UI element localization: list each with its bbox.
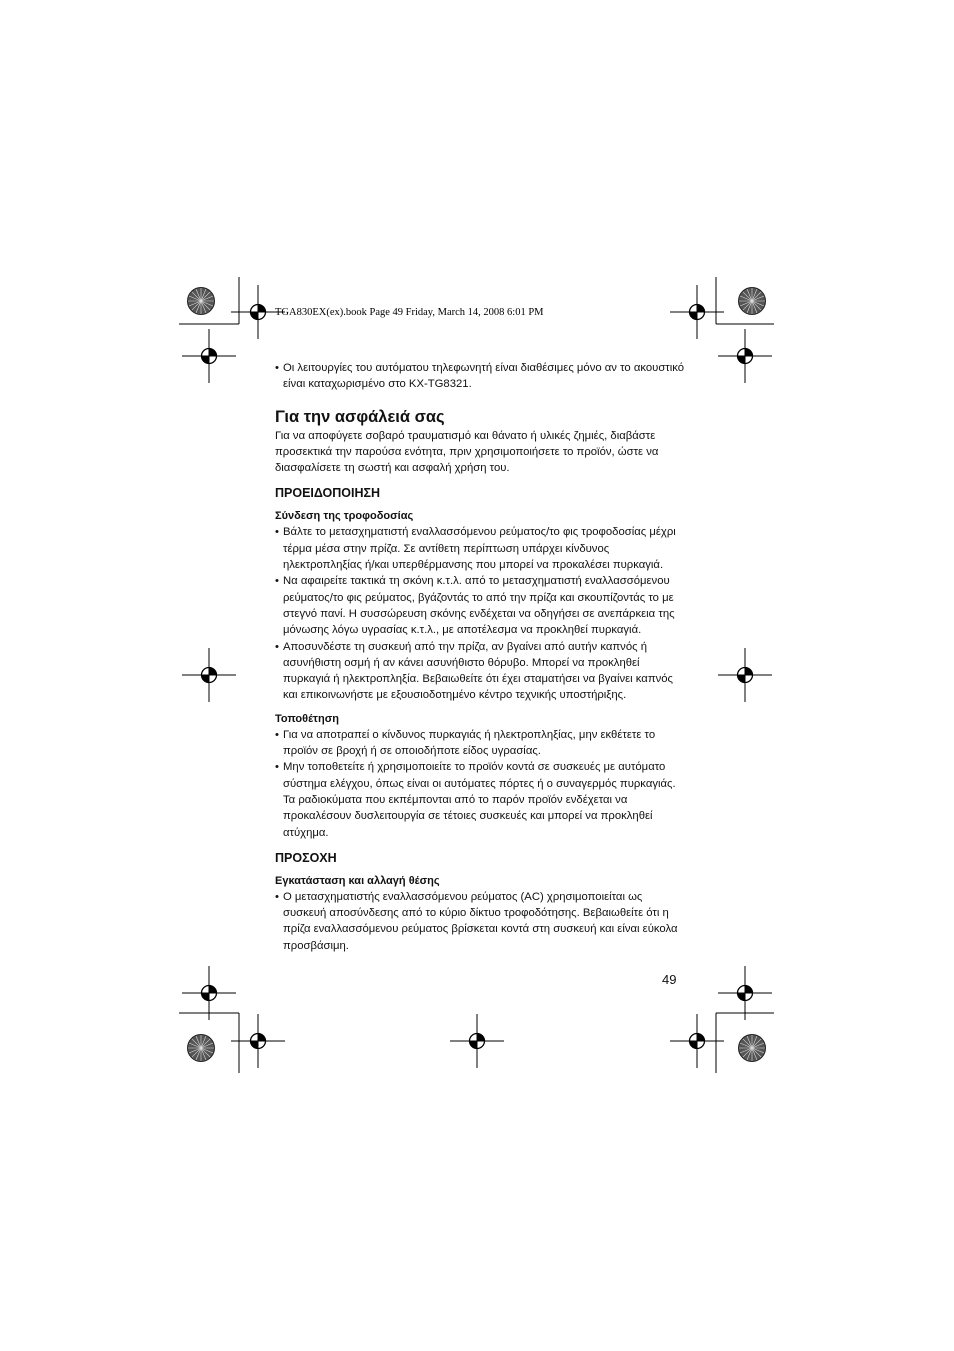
bullet-mark: • xyxy=(275,640,279,653)
bullet-mark: • xyxy=(275,526,279,539)
list-item xyxy=(275,759,687,840)
caution-heading: ΠΡΟΣΟΧΗ xyxy=(275,850,337,865)
bullet-mark: • xyxy=(275,575,279,588)
list-item-text: Βάλτε το μετασχηματιστή εναλλασσόμενου ρεύματος/το φις τροφοδοσίας μέχρι τέρμα μέσα στην πρίζα. Σε αντίθετη περίπτωση υπάρχει κίνδυνος ηλεκτροπληξίας ή/και υπερθέρμανσης που μπορεί να προκαλέσει πυρκαγιά. xyxy=(283,526,676,572)
intro-note xyxy=(275,360,687,393)
registration-target-icon xyxy=(718,966,772,1020)
starburst-mark-icon xyxy=(188,1035,215,1062)
main-content xyxy=(275,360,687,954)
registration-target-icon xyxy=(182,966,236,1020)
bullet-mark: • xyxy=(275,761,279,774)
list-item xyxy=(275,889,687,954)
registration-target-icon xyxy=(718,329,772,383)
placement-subheading: Τοποθέτηση xyxy=(275,712,339,725)
bullet-mark: • xyxy=(275,362,279,374)
list-item-text: Αποσυνδέστε τη συσκευή από την πρίζα, αν βγαίνει από αυτήν καπνός ή ασυνήθιστη οσμή ή αν κάνει ασυνήθιστο θόρυβο. Μπορεί να προκληθεί πυρκαγιά ή ηλεκτροπληξία. Βεβαιωθείτε ότι έχει σταματήσει να βγαίνει καπνός και επικοινωνήστε με εξουσιοδοτημένο κέντρο τεχνικής υποστήριξης. xyxy=(283,640,673,702)
power-subheading: Σύνδεση της τροφοδοσίας xyxy=(275,510,414,523)
list-item xyxy=(275,524,687,573)
intro-note-text: Οι λειτουργίες του αυτόματου τηλεφωνητή είναι διαθέσιμες μόνο αν το ακουστικό είναι καταχωρισμένο στο KX-TG8321. xyxy=(283,362,685,391)
file-info-header: TGA830EX(ex).book Page 49 Friday, March 14, 2008 6:01 PM xyxy=(275,307,544,318)
list-item-text: Να αφαιρείτε τακτικά τη σκόνη κ.τ.λ. από το μετασχηματιστή εναλλασσόμενου ρεύματος/το φις ρεύματος, βγάζοντάς το από την πρίζα και σκουπίζοντάς το με στεγνό πανί. Η συσσώρευση σκόνης ενδέχεται να οδηγήσει σε ανεπάρκεια της μόνωσης λόγω υγρασίας κ.τ.λ., με αποτέλεσμα να προκληθεί πυρκαγιά. xyxy=(283,575,675,637)
starburst-mark-icon xyxy=(739,1035,766,1062)
bullet-mark: • xyxy=(275,728,279,741)
registration-target-icon xyxy=(182,648,236,702)
list-item xyxy=(275,573,687,638)
bullet-mark: • xyxy=(275,890,279,903)
list-item xyxy=(275,639,687,704)
registration-target-icon xyxy=(182,329,236,383)
safety-intro: Για να αποφύγετε σοβαρό τραυματισμό και θάνατο ή υλικές ζημιές, διαβάστε προσεκτικά την παρούσα ενότητα, πριν χρησιμοποιήσετε το προϊόν, ώστε να διασφαλίσετε τη σωστή και ασφαλή χρήση του. xyxy=(275,429,659,475)
warning-heading: ΠΡΟΕΙΔΟΠΟΙΗΣΗ xyxy=(275,486,381,501)
list-item xyxy=(275,727,687,760)
list-item-text: Για να αποτραπεί ο κίνδυνος πυρκαγιάς ή ηλεκτροπληξίας, μην εκθέτετε το προϊόν σε βροχή ή σε οποιοδήποτε είδος υγρασίας. xyxy=(283,728,656,758)
list-item-text: Μην τοποθετείτε ή χρησιμοποιείτε το προϊόν κοντά σε συσκευές με αυτόματο σύστημα ελέγχου, όπως είναι οι αυτόματες πόρτες ή ο συναγερμός πυρκαγιάς. Τα ραδιοκύματα που εκπέμπονται από το παρόν προϊόν ενδέχεται να προκαλέσουν δυσλειτουργία σε τέτοιες συσκευές και μπορεί να προκληθεί ατύχημα. xyxy=(283,761,676,839)
registration-target-icon xyxy=(450,1014,504,1068)
page-number: 49 xyxy=(662,972,677,987)
list-item-text: Ο μετασχηματιστής εναλλασσόμενου ρεύματος (AC) χρησιμοποιείται ως συσκευή αποσύνδεσης από το κύριο δίκτυο τροφοδότησης. Βεβαιωθείτε ότι η πρίζα εναλλασσόμενου ρεύματος βρίσκεται κοντά στη συσκευή και είναι εύκολα προσβάσιμη. xyxy=(283,890,678,952)
registration-target-icon xyxy=(718,648,772,702)
starburst-mark-icon xyxy=(188,288,215,315)
starburst-mark-icon xyxy=(739,288,766,315)
section-title: Για την ασφάλειά σας xyxy=(275,407,445,426)
installation-subheading: Εγκατάσταση και αλλαγή θέσης xyxy=(275,874,440,887)
